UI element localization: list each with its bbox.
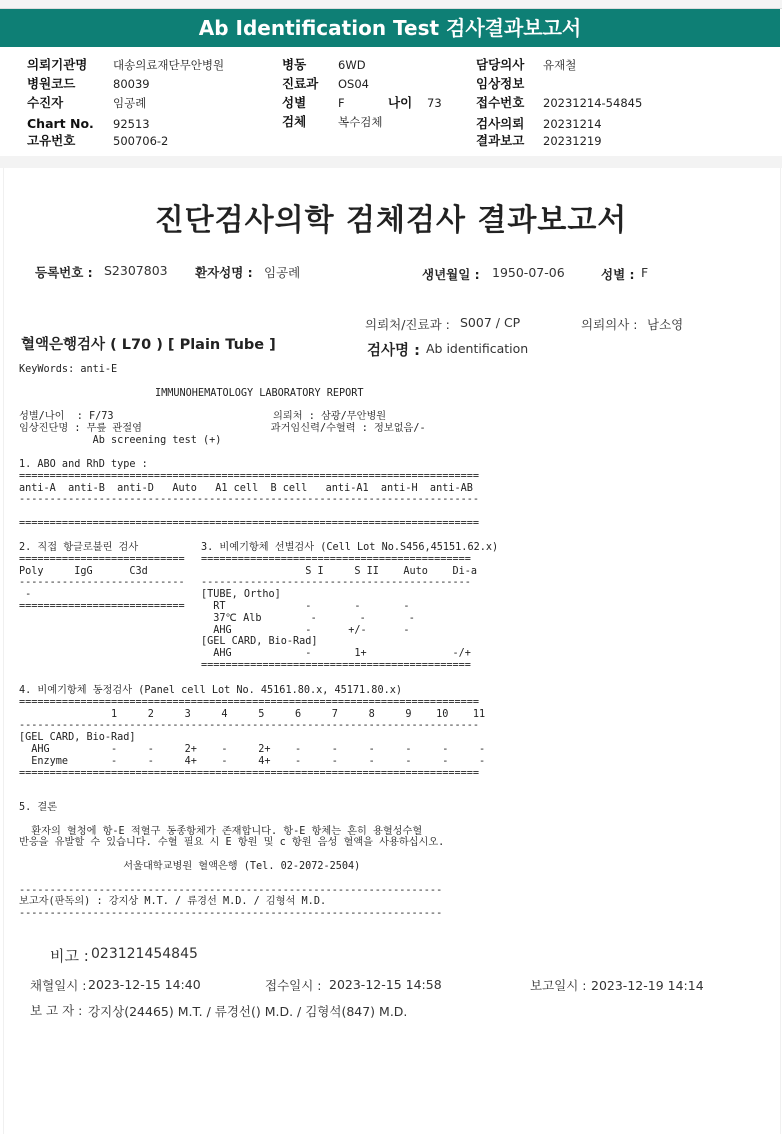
note-label: 비고 :	[50, 947, 89, 965]
report-date-label: 결과보고	[476, 133, 525, 148]
patient-label: 수진자	[27, 95, 64, 110]
antibody-screen-section: 3. 비예기항체 선별검사 (Cell Lot No.S456,45151.62.x) ============================================ S I S II Auto Di-a -------------------------------------------- [TUBE, Ortho] RT - - - 37℃ Alb - - - AHG - +/- - [GEL CARD, Bio-Rad] AHG - 1+ -/+ ============================================	[201, 542, 499, 671]
report-sex-value: F	[641, 265, 649, 280]
request-date-label: 검사의뢰	[476, 116, 525, 131]
test-name-value: Ab identification	[426, 341, 529, 356]
dat-section: 2. 직접 항글로불린 검사 =========================== Poly IgG C3d --------------------------- - ===========================	[19, 542, 185, 612]
physician-value: 남소영	[647, 317, 684, 332]
doctor-value: 유재철	[543, 58, 577, 72]
dept-label: 의뢰처/진료과 :	[365, 317, 450, 332]
conclusion-section: 5. 결론 환자의 혈청에 항-E 적혈구 동종항체가 존재합니다. 항-E 항체는 흔히 용혈성수혈 반응을 유발할 수 있습니다. 수혈 필요 시 E 항원 및 c 항원 음성 혈액을 사용하십시오. 서울대학교병원 혈액은행 (Tel. 02-2072-2504) --------------------------------------------------------------------- 보고자(판독의) : 강지상 M.T. / 류경선 M.D. / 김형석 M.D. ---------------------------------------------------------------------	[19, 802, 445, 920]
physician-label: 의뢰의사 :	[581, 317, 638, 332]
specimen-label: 검체	[282, 114, 307, 129]
ward-value: 6WD	[338, 58, 366, 72]
report-date-value: 20231219	[543, 134, 602, 148]
unique-no-value: 500706-2	[113, 134, 169, 148]
note-value: 023121454845	[91, 946, 198, 962]
sex-label: 성별	[282, 95, 307, 110]
chart-no-label: Chart No.	[27, 116, 94, 131]
unique-no-label: 고유번호	[27, 133, 76, 148]
clinical-info-label: 임상정보	[476, 76, 525, 91]
reg-no-label: 등록번호 :	[35, 265, 93, 280]
top-strip	[0, 0, 782, 9]
collect-label: 채혈일시 :	[30, 978, 87, 993]
reception-no-label: 접수번호	[476, 95, 525, 110]
reg-no-value: S2307803	[104, 263, 168, 278]
patient-clinical-block: 성별/나이 : F/73 의뢰처 : 삼광/무안병원 임상진단명 : 무릎 관절염 과거임신력/수혈력 : 정보없음/- Ab screening test (+)	[19, 411, 426, 446]
age-value: 73	[427, 96, 442, 110]
department-value: OS04	[338, 77, 369, 91]
keywords: KeyWords: anti-E	[19, 364, 118, 375]
patient-name-label: 환자성명 :	[195, 265, 253, 280]
antibody-identification-section: 4. 비예기항체 동정검사 (Panel cell Lot No. 45161.80.x, 45171.80.x) =========================================================================== 1 2 3 4 5 6 7 8 9 10 11 --------------------------------------------------------------------------- [GEL CARD, Bio-Rad] AHG - - 2+ - 2+ - - - - - - Enzyme - - 4+ - 4+ - - - - - - ===========================================================================	[19, 685, 486, 779]
dept-value: S007 / CP	[460, 315, 521, 330]
reception-no-value: 20231214-54845	[543, 96, 643, 110]
hospital-code-value: 80039	[113, 77, 150, 91]
report-time-label: 보고일시 :	[530, 978, 587, 993]
institution-label: 의뢰기관명	[27, 57, 88, 72]
report-title: 진단검사의학 검체검사 결과보고서	[154, 203, 628, 238]
test-name-label: 검사명 :	[367, 343, 420, 359]
dob-label: 생년월일 :	[422, 267, 480, 282]
request-date-value: 20231214	[543, 117, 602, 131]
chart-no-value: 92513	[113, 117, 150, 131]
department-label: 진료과	[282, 76, 319, 91]
test-group: 혈액은행검사 ( L70 ) [ Plain Tube ]	[21, 337, 276, 353]
hospital-code-label: 병원코드	[27, 76, 76, 91]
abo-rhd-section: 1. ABO and RhD type : =========================================================================== anti-A anti-B anti-D Auto A1 cell B cell anti-A1 anti-H anti-AB --------------------------------------------------------------------------- ===========================================================================	[19, 459, 480, 529]
report-banner: Ab Identification Test 검사결과보고서	[0, 9, 780, 47]
institution-value: 대송의료재단무안병원	[113, 58, 225, 72]
sex-value: F	[338, 96, 345, 110]
ward-label: 병동	[282, 57, 307, 72]
reporter-value: 강지상(24465) M.T. / 류경선() M.D. / 김형석(847) M.D.	[88, 1004, 408, 1019]
patient-value: 임공례	[113, 96, 147, 110]
age-label: 나이	[388, 95, 413, 110]
dob-value: 1950-07-06	[492, 265, 565, 280]
reporter-label: 보 고 자 :	[30, 1003, 83, 1018]
receipt-label: 접수일시 :	[265, 978, 322, 993]
doctor-label: 담당의사	[476, 57, 525, 72]
report-time-value: 2023-12-19 14:14	[591, 978, 704, 993]
specimen-value: 복수검체	[338, 115, 383, 129]
section-divider	[0, 156, 782, 168]
patient-name-value: 임공례	[264, 265, 301, 280]
lab-report-title: IMMUNOHEMATOLOGY LABORATORY REPORT	[155, 388, 364, 399]
report-sex-label: 성별 :	[601, 267, 635, 282]
collect-value: 2023-12-15 14:40	[88, 977, 201, 992]
receipt-value: 2023-12-15 14:58	[329, 977, 442, 992]
